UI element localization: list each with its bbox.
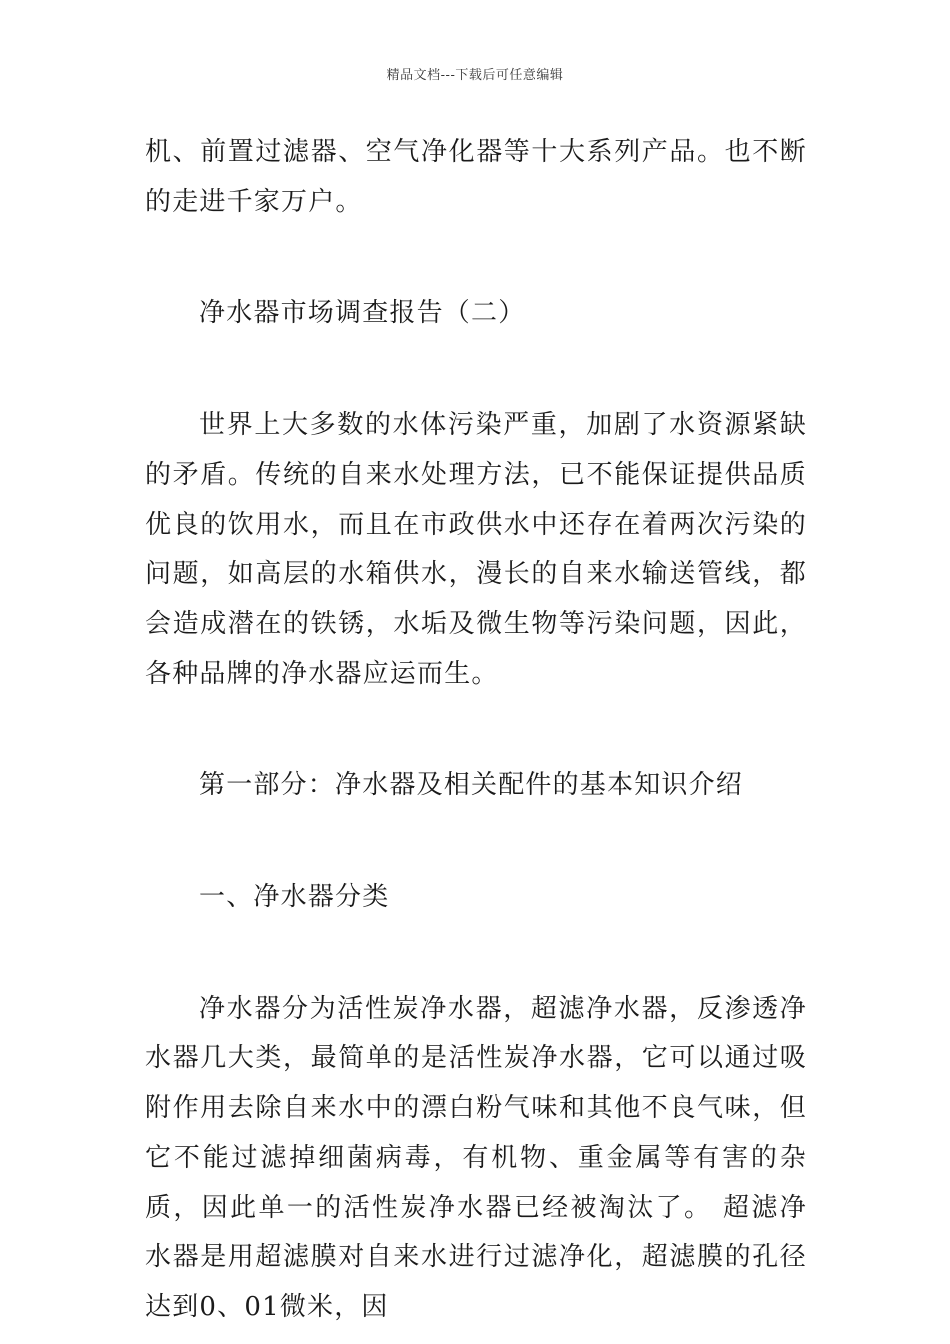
paragraph-intro: 世界上大多数的水体污染严重，加剧了水资源紧缺的矛盾。传统的自来水处理方法，已不能保证提供品质优良的饮用水，而且在市政供水中还存在着两次污染的问题，如高层的水箱供水，漫长的自来水输送管线，都会造成潜在的铁锈，水垢及微生物等污染问题，因此，各种品牌的净水器应运而生。 [145, 410, 807, 689]
document-body [145, 128, 807, 1333]
section-heading-part-one: 第一部分：净水器及相关配件的基本知识介绍 [199, 770, 744, 801]
paragraph-classification: 净水器分为活性炭净水器，超滤净水器，反渗透净水器几大类，最简单的是活性炭净水器，它可以通过吸附作用去除自来水中的漂白粉气味和其他不良气味，但它不能过滤掉细菌病毒，有机物、重金属等有害的杂质，因此单一的活性炭净水器已经被淘汰了。 超滤净水器是用超滤膜对自来水进行过滤净化，超滤膜的孔径达到0、01微米，因 [145, 993, 807, 1322]
subsection-heading-classification: 一、净水器分类 [199, 882, 390, 913]
paragraph-continuation: 机、前置过滤器、空气净化器等十大系列产品。也不断的走进千家万户。 [145, 137, 807, 217]
page-header: 精品文档---下载后可任意编辑 [386, 68, 564, 83]
report-title: 净水器市场调查报告（二） [199, 298, 526, 329]
